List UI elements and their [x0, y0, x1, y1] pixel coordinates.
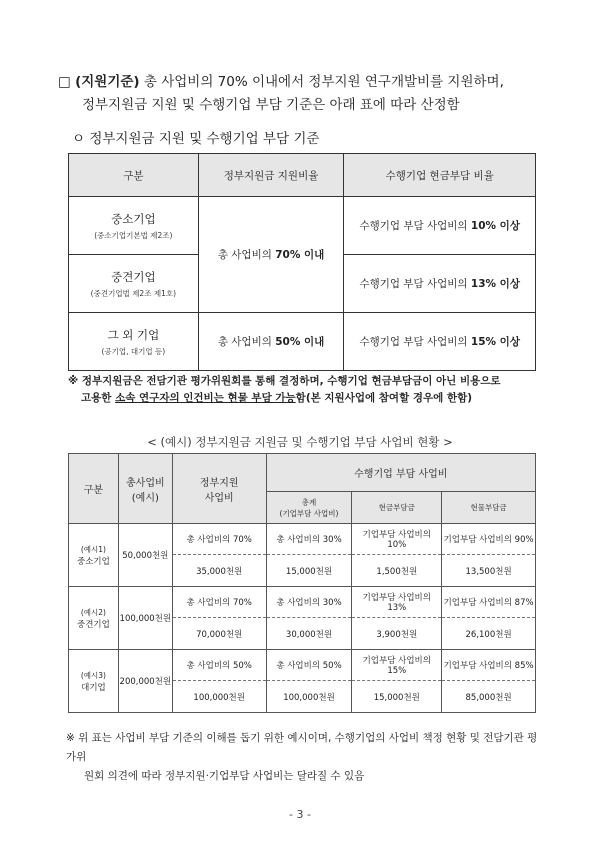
t1-row-category: [69, 197, 199, 255]
intro-line-2: 정부지원금 지원 및 수행기업 부담 기준은 아래 표에 따라 산정함: [82, 97, 460, 113]
company-type-basis: (중견기업법 제2조 제1호): [90, 288, 177, 298]
burden-text: 수행기업 부담 사업비의: [359, 220, 471, 232]
t2-sum-amt: 30,000천원: [266, 618, 352, 650]
company-type-basis: (중소기업기본법 제2조): [94, 230, 173, 240]
t2-header-gov: [172, 454, 266, 524]
t2-category: [69, 587, 119, 650]
table-row: [69, 587, 536, 618]
table-row: [69, 197, 536, 255]
support-text: 총 사업비의: [217, 249, 276, 261]
t2-total: 200,000천원: [118, 650, 172, 713]
t2-header-gov-label: 정부지원: [199, 477, 239, 489]
example-number: (예시1): [80, 544, 106, 554]
example-title: < (예시) 정부지원금 지원금 및 수행기업 부담 사업비 현황 >: [147, 435, 453, 449]
t1-row-category: [69, 313, 199, 371]
t2-cash-amt: 15,000천원: [352, 681, 442, 713]
note-2-line-1: ※ 위 표는 사업비 부담 기준의 이해를 돕기 위한 예시이며, 수행기업의 사업비 책정 현황 및 전담기관 평가위: [66, 732, 538, 763]
company-type: 중소기업: [77, 556, 110, 567]
t2-gov-pct: 총 사업비의 70%: [172, 587, 266, 618]
t2-inkind-pct: 기업부담 사업비의 90%: [442, 524, 536, 555]
burden-pct: 13% 이상: [470, 278, 520, 290]
intro-line-1: [58, 70, 504, 90]
example-number: (예시3): [80, 670, 106, 680]
t2-inkind-pct: 기업부담 사업비의 85%: [442, 650, 536, 681]
t2-inkind-amt: 26,100천원: [442, 618, 536, 650]
t2-sum-pct: 총 사업비의 30%: [266, 524, 352, 555]
t2-gov-pct: 총 사업비의 70%: [172, 524, 266, 555]
support-pct: 70% 이내: [275, 249, 325, 261]
t2-sum-pct: 총 사업비의 30%: [266, 587, 352, 618]
t2-inkind-amt: 13,500천원: [442, 555, 536, 587]
note-2-line-2: 원회 의견에 따라 정부지원·기업부담 사업비는 달라질 수 있음: [84, 770, 365, 782]
burden-text: 수행기업 부담 사업비의: [359, 278, 471, 290]
t2-header-sum: [266, 492, 352, 524]
company-type: 중소기업: [111, 211, 156, 226]
support-text: 총 사업비의: [217, 336, 276, 348]
t1-header-category: 구분: [69, 154, 199, 197]
note-1-line-2: [68, 390, 548, 407]
t2-header-total: [118, 454, 172, 524]
t1-header-support: 정부지원금 지원비율: [198, 154, 344, 197]
t1-support-merged: [198, 197, 344, 313]
t2-header-company: 수행기업 부담 사업비: [266, 454, 535, 492]
example-table: [68, 453, 536, 713]
intro-line-1-text: 총 사업비의 70% 이내에서 정부지원 연구개발비를 지원하며,: [139, 74, 504, 90]
t2-header-gov-sub: 사업비: [204, 492, 234, 504]
intro-label: (지원기준): [75, 74, 140, 90]
t2-header-sum-label: 총계: [301, 497, 317, 507]
sub-heading: ㅇ 정부지원금 지원 및 수행기업 부담 기준: [72, 131, 320, 147]
t2-total: 50,000천원: [118, 524, 172, 587]
t1-burden: [344, 197, 536, 255]
t2-cash-amt: 3,900천원: [352, 618, 442, 650]
t2-total: 100,000천원: [118, 587, 172, 650]
t2-gov-amt: 70,000천원: [172, 618, 266, 650]
note-1-line-2-pre: 고용한: [81, 392, 116, 404]
t2-gov-amt: 35,000천원: [172, 555, 266, 587]
note-1-line-1: ※ 정부지원금은 전담기관 평가위원회를 통해 결정하며, 수행기업 현금부담금이 아닌 비용으로: [68, 375, 501, 387]
t2-header-total-label: 총사업비: [126, 477, 165, 489]
t1-header-burden: 수행기업 현금부담 비율: [344, 154, 536, 197]
t2-header-sum-sub: (기업부담 사업비): [279, 508, 339, 518]
note-1-underlined: 소속 연구자의 인건비는 현물 부담 가능: [115, 392, 296, 404]
t2-cash-pct: 기업부담 사업비의 13%: [352, 587, 442, 618]
t2-category: [69, 650, 119, 713]
burden-text: 수행기업 부담 사업비의: [359, 336, 471, 348]
company-type: 중견기업: [77, 619, 110, 630]
t2-header-total-sub: (예시): [131, 492, 159, 504]
t2-cash-pct: 기업부담 사업비의 15%: [352, 650, 442, 681]
t2-header-cash: 현금부담금: [352, 492, 442, 524]
t2-header-inkind: 현물부담금: [442, 492, 536, 524]
table-row: [69, 524, 536, 555]
note-1-line-2-post: 함(본 지원사업에 참여할 경우에 한함): [295, 392, 473, 404]
support-pct: 50% 이내: [275, 336, 325, 348]
t2-category: [69, 524, 119, 587]
t2-gov-pct: 총 사업비의 50%: [172, 650, 266, 681]
t2-sum-amt: 100,000천원: [266, 681, 352, 713]
t2-cash-pct: 기업부담 사업비의 10%: [352, 524, 442, 555]
example-number: (예시2): [80, 607, 106, 617]
t2-gov-amt: 100,000천원: [172, 681, 266, 713]
support-criteria-table: [68, 153, 536, 371]
table-row: [69, 313, 536, 371]
t1-support: [198, 313, 344, 371]
t1-burden: [344, 313, 536, 371]
note-2: [66, 729, 546, 786]
company-type: 그 외 기업: [107, 327, 160, 342]
note-1: [68, 373, 548, 407]
table-row: [69, 650, 536, 681]
burden-pct: 10% 이상: [470, 220, 520, 232]
t1-row-category: [69, 255, 199, 313]
company-type-basis: (공기업, 대기업 등): [101, 346, 166, 356]
company-type: 중견기업: [111, 269, 156, 284]
burden-pct: 15% 이상: [470, 336, 520, 348]
t2-cash-amt: 1,500천원: [352, 555, 442, 587]
t2-sum-amt: 15,000천원: [266, 555, 352, 587]
company-type: 대기업: [81, 682, 106, 693]
checkbox-glyph: □: [58, 74, 71, 90]
t2-inkind-pct: 기업부담 사업비의 87%: [442, 587, 536, 618]
page-number: - 3 -: [289, 808, 311, 821]
t2-header-category: 구분: [69, 454, 119, 524]
t2-sum-pct: 총 사업비의 50%: [266, 650, 352, 681]
t1-burden: [344, 255, 536, 313]
t2-inkind-amt: 85,000천원: [442, 681, 536, 713]
